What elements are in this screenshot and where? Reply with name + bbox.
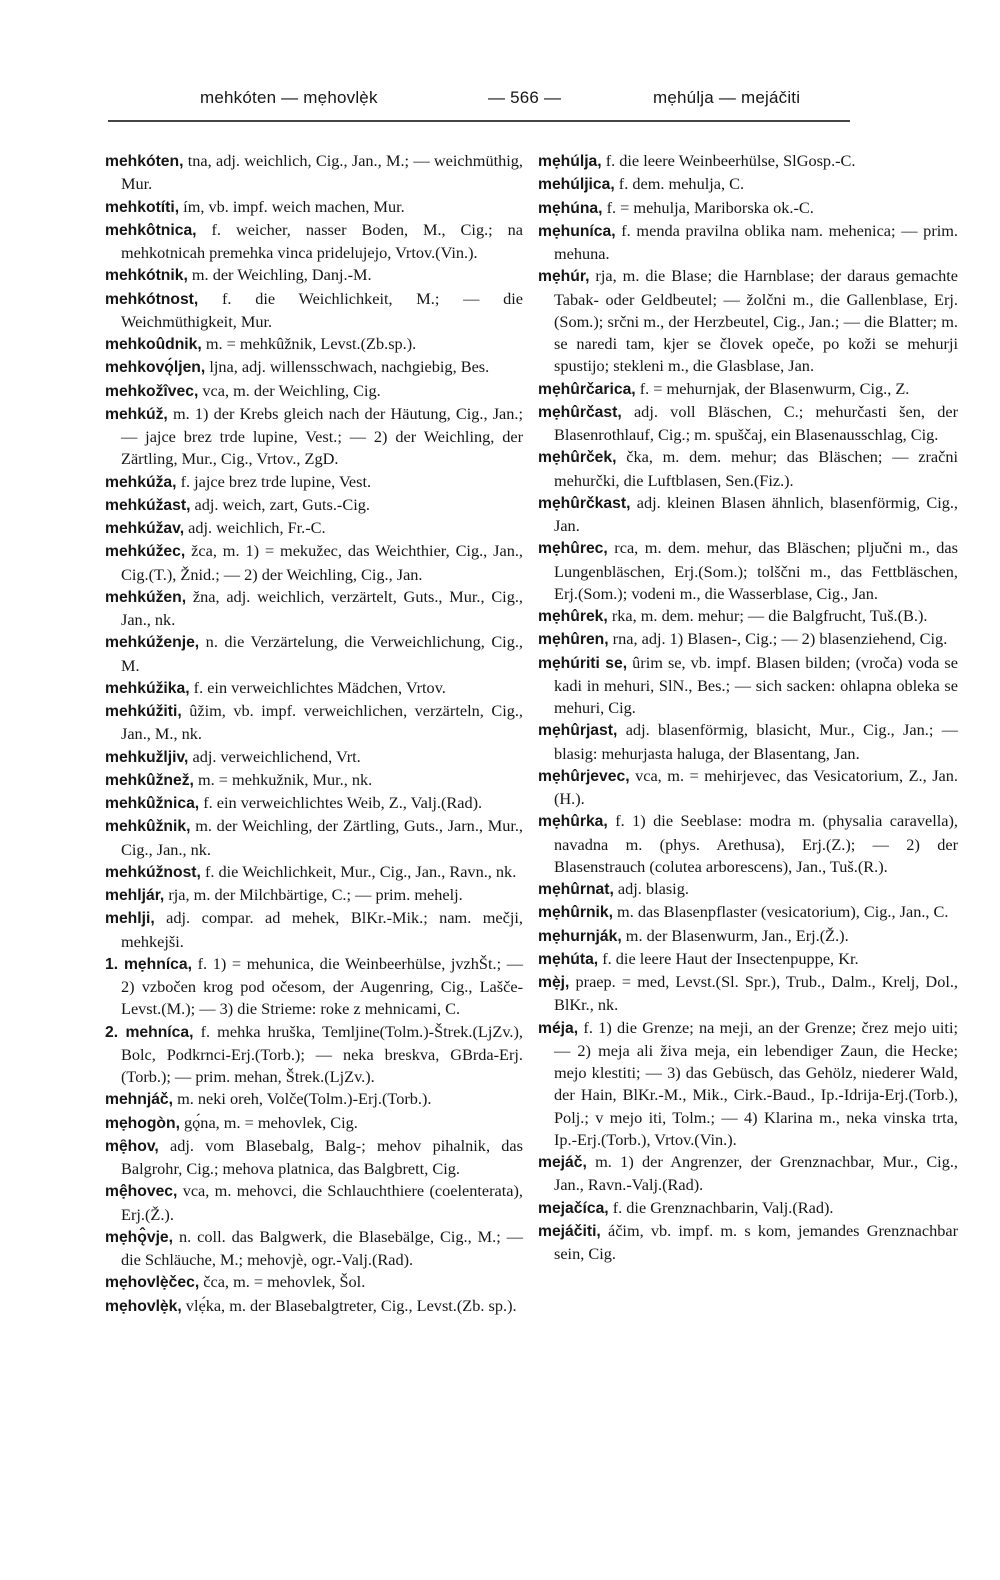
dictionary-entry bbox=[105, 1021, 523, 1089]
entry-headword: mehkûžnica, bbox=[105, 795, 200, 812]
dictionary-entry bbox=[538, 652, 958, 720]
entry-definition: vlẹ́ka, m. der Blasebalgtreter, Cig., Levst.(Zb. sp.). bbox=[181, 1295, 517, 1315]
dictionary-entry bbox=[105, 1226, 523, 1272]
dictionary-entry bbox=[538, 1197, 958, 1220]
entry-headword: mẹhúna, bbox=[538, 199, 603, 217]
entry-definition: adj. voll Bläschen, C.; mehurčasti šen, der Blasenrothlauf, Cig.; m. spuščaj, ein Blasenausschlag, Cig. bbox=[554, 401, 958, 444]
header-left-guide-words: mehkóten — mẹhovlẹ̀k bbox=[200, 88, 378, 107]
entry-definition: f. ein verweichlichtes Mädchen, Vrtov. bbox=[189, 677, 446, 697]
dictionary-entry bbox=[105, 517, 523, 540]
entry-headword: mehkužljiv, bbox=[105, 748, 189, 766]
entry-headword: mẹhúlja, bbox=[538, 153, 602, 170]
entry-definition: f. jajce brez trde lupine, Vest. bbox=[176, 471, 372, 491]
entry-headword: mehkúžika, bbox=[105, 679, 190, 697]
dictionary-entry bbox=[105, 540, 523, 586]
entry-headword: mehnjáč, bbox=[105, 1091, 174, 1109]
entry-headword: mehkotíti, bbox=[105, 198, 180, 216]
entry-definition: ûrim se, vb. impf. Blasen bilden; (vroča) voda se kadi in mehuri, SlN., Bes.; — sich sacken: ohlapna obleka se mehuri, Cig. bbox=[554, 652, 958, 717]
dictionary-entry bbox=[538, 197, 958, 220]
dictionary-entry bbox=[538, 810, 958, 878]
entry-definition: f. = mehurnjak, der Blasenwurm, Cig., Z. bbox=[635, 378, 910, 398]
entry-definition: rja, m. die Blase; die Harnblase; der daraus gemachte Tabak- oder Geldbeutel; — žolčni m., die Gallenblase, Erj.(Som.); srčni m., der Herzbeutel, Cig., Jan.; — die Blatter; m. se naredi tam, kjer se človek opeče, po koži se mehurji spustijo; stekleni m., die Glasblase, Jan. bbox=[554, 266, 958, 376]
entry-definition: m. 1) der Angrenzer, der Grenznachbar, Mur., Cig., Jan., Ravn.-Valj.(Rad). bbox=[554, 1152, 958, 1195]
dictionary-entry bbox=[105, 586, 523, 632]
dictionary-entry bbox=[105, 150, 523, 196]
dictionary-entry bbox=[538, 605, 958, 628]
entry-definition: vca, m. mehovci, die Schlauchthiere (coelenterata), Erj.(Ž.). bbox=[121, 1181, 523, 1224]
entry-headword: mehkúžav, bbox=[105, 520, 185, 537]
entry-headword: mẹhogòn, bbox=[105, 1114, 180, 1132]
entry-definition: f. 1) die Seeblase: modra m. (physalia caravella), navadna m. (phys. Arethusa), Erj.(Z.); — 2) der Blasenstrauch (colutea arborescens), Jan., Tuš.(R.). bbox=[554, 811, 958, 876]
entry-headword: mehkúžast, bbox=[105, 496, 191, 514]
entry-headword: mẹhûrnat, bbox=[538, 881, 614, 898]
dictionary-entry bbox=[538, 1220, 958, 1266]
entry-definition: ljna, adj. willensschwach, nachgiebig, Bes. bbox=[205, 357, 490, 377]
entry-headword: mẹhǫ̂vje, bbox=[105, 1228, 174, 1246]
entry-definition: ím, vb. impf. weich machen, Mur. bbox=[179, 196, 405, 216]
dictionary-entry bbox=[538, 628, 958, 651]
entry-definition: vca, m. der Weichling, Cig. bbox=[198, 380, 381, 400]
dictionary-entry bbox=[105, 1112, 523, 1135]
entry-headword: mehkovǫ́ljen, bbox=[105, 359, 206, 377]
page-number: — 566 — bbox=[488, 88, 562, 107]
entry-definition: f. die Grenznachbarin, Valj.(Rad). bbox=[608, 1197, 834, 1217]
left-column bbox=[105, 150, 523, 1318]
dictionary-entry bbox=[105, 288, 523, 334]
entry-headword: mehkúž, bbox=[105, 405, 168, 423]
entry-definition: adj. kleinen Blasen ähnlich, blasenförmig, Cig., Jan. bbox=[554, 492, 958, 535]
dictionary-entry bbox=[105, 1180, 523, 1226]
dictionary-entry bbox=[105, 861, 523, 884]
entry-headword: mẹhúta, bbox=[538, 950, 599, 968]
entry-definition: rja, m. der Milchbärtige, C.; — prim. mehelj. bbox=[164, 885, 463, 904]
entry-headword: mệhovec, bbox=[105, 1183, 178, 1201]
entry-headword: mejáčiti, bbox=[538, 1222, 601, 1240]
header-right-guide-words: mẹhúlja — mejáčiti bbox=[653, 88, 801, 107]
entry-headword: 2. mehníca, bbox=[105, 1023, 194, 1041]
entry-headword: mẹhûrčarica, bbox=[538, 380, 636, 398]
dictionary-entry bbox=[105, 494, 523, 517]
entry-headword: mehkúžiti, bbox=[105, 703, 182, 720]
entry-definition: adj. blasig. bbox=[613, 879, 689, 898]
entry-headword: mẹhovlẹ̀k, bbox=[105, 1297, 182, 1315]
dictionary-entry bbox=[105, 1271, 523, 1294]
entry-definition: m. neki oreh, Volče(Tolm.)-Erj.(Torb.). bbox=[173, 1089, 432, 1109]
entry-headword: mẹhûrjast, bbox=[538, 722, 618, 740]
right-column bbox=[538, 150, 958, 1265]
entry-definition: m. der Blasenwurm, Jan., Erj.(Ž.). bbox=[621, 925, 849, 945]
dictionary-entry bbox=[105, 1088, 523, 1111]
entry-definition: n. coll. das Balgwerk, die Blasebälge, Cig., M.; — die Schläuche, M.; mehovjè, ogr.-Valj.(Rad). bbox=[121, 1226, 523, 1269]
dictionary-entry bbox=[538, 401, 958, 447]
dictionary-entry bbox=[538, 173, 958, 196]
entry-definition: čca, m. = mehovlek, Šol. bbox=[199, 1272, 366, 1292]
dictionary-entry bbox=[538, 901, 958, 924]
dictionary-entry bbox=[105, 953, 523, 1021]
entry-headword: mẹhûrka, bbox=[538, 813, 608, 831]
dictionary-entry bbox=[105, 1295, 523, 1318]
dictionary-entry bbox=[538, 537, 958, 605]
entry-headword: mehkúžen, bbox=[105, 588, 187, 606]
entry-definition: adj. verweichlichend, Vrt. bbox=[188, 746, 361, 766]
entry-definition: f. mehka hruška, Temljine(Tolm.)-Štrek.(LjZv.), Bolc, Podkrnci-Erj.(Torb.); — neka breskva, GBrda-Erj.(Torb.); — prim. mehan, Štrek.(LjZv.). bbox=[121, 1021, 523, 1086]
entry-definition: n. die Verzärtelung, die Verweichlichung, Cig., M. bbox=[121, 632, 523, 675]
dictionary-entry bbox=[105, 264, 523, 287]
entry-definition: f. = mehulja, Mariborska ok.-C. bbox=[602, 197, 814, 217]
entry-definition: žca, m. 1) = mekužec, das Weichthier, Cig., Jan., Cig.(T.), Žnid.; — 2) der Weichling, Cig., Jan. bbox=[121, 541, 523, 584]
dictionary-entry bbox=[538, 948, 958, 971]
dictionary-entry bbox=[538, 925, 958, 948]
entry-definition: f. die leere Weinbeerhülse, SlGosp.-C. bbox=[601, 151, 856, 170]
entry-headword: mejáč, bbox=[538, 1154, 587, 1171]
entry-headword: mehkúžnost, bbox=[105, 863, 201, 881]
entry-headword: mehkožîvec, bbox=[105, 382, 199, 400]
entry-definition: m. der Weichling, Danj.-M. bbox=[187, 265, 372, 285]
entry-definition: adj. weich, zart, Guts.-Cig. bbox=[190, 494, 370, 514]
entry-headword: mẹ̀j, bbox=[538, 974, 570, 991]
entry-definition: m. der Weichling, der Zärtling, Guts., Jarn., Mur., Cig., Jan., nk. bbox=[121, 816, 523, 859]
dictionary-entry bbox=[105, 792, 523, 815]
entry-headword: mẹhûrek, bbox=[538, 608, 608, 625]
dictionary-entry bbox=[105, 815, 523, 861]
entry-headword: mehkóten, bbox=[105, 153, 184, 170]
dictionary-entry bbox=[538, 878, 958, 901]
dictionary-entry bbox=[538, 150, 958, 173]
dictionary-entry bbox=[105, 333, 523, 356]
dictionary-entry bbox=[105, 769, 523, 792]
entry-headword: mehkúžec, bbox=[105, 543, 186, 561]
dictionary-entry bbox=[105, 884, 523, 907]
entry-headword: mehkúženje, bbox=[105, 634, 200, 652]
entry-headword: mehljár, bbox=[105, 887, 165, 904]
dictionary-entry bbox=[105, 631, 523, 677]
entry-headword: mehkótnik, bbox=[105, 267, 188, 285]
entry-definition: f. 1) = mehunica, die Weinbeerhülse, jvzhŠt.; — 2) vzbočen krog pod očesom, der Augenring, Cig., Lašče-Levst.(M.); — 3) die Strieme: roke z mehnicami, C. bbox=[121, 953, 523, 1019]
entry-definition: adj. blasenförmig, blasicht, Mur., Cig., Jan.; — blasig: mehurjasta haluga, der Blasentang, Jan. bbox=[554, 720, 958, 763]
entry-definition: f. weicher, nasser Boden, M., Cig.; na mehkotnicah premehka vinca pridelujejo, Vrtov.(Vin.). bbox=[121, 219, 523, 262]
dictionary-entry bbox=[105, 907, 523, 953]
entry-headword: mehkûžnik, bbox=[105, 818, 191, 836]
dictionary-entry bbox=[105, 356, 523, 379]
entry-headword: mehlji, bbox=[105, 910, 155, 928]
entry-definition: vca, m. = mehirjevec, das Vesicatorium, Z., Jan.(H.). bbox=[554, 765, 958, 808]
entry-headword: mejačíca, bbox=[538, 1199, 609, 1217]
entry-definition: adj. vom Blasebalg, Balg-; mehov pihalnik, das Balgrohr, Cig.; mehova platnica, das Balgbrett, Cig. bbox=[121, 1135, 523, 1178]
dictionary-entry bbox=[538, 265, 958, 377]
entry-definition: f. ein verweichlichtes Weib, Z., Valj.(Rad). bbox=[199, 793, 483, 812]
entry-definition: rca, m. dem. mehur, das Bläschen; pljučni m., das Lungenbläschen, Erj.(Som.); tolščni m., das Fettbläschen, Erj.(Som.); vodeni m., die Wasserblase, Cig., Jan. bbox=[554, 538, 958, 603]
entry-headword: mẹhûrček, bbox=[538, 449, 617, 467]
entry-definition: f. die Weichlichkeit, Mur., Cig., Jan., Ravn., nk. bbox=[200, 861, 517, 881]
entry-headword: méja, bbox=[538, 1019, 579, 1037]
dictionary-entry bbox=[538, 719, 958, 765]
dictionary-entry bbox=[538, 1017, 958, 1152]
entry-headword: mehkúža, bbox=[105, 473, 177, 491]
dictionary-entry bbox=[538, 492, 958, 538]
entry-headword: mẹhuníca, bbox=[538, 222, 616, 240]
entry-definition: adj. weichlich, Fr.-C. bbox=[184, 518, 326, 537]
dictionary-entry bbox=[538, 1151, 958, 1197]
entry-definition: čka, m. dem. mehur; das Bläschen; — zračni mehurčki, die Luftblasen, Sen.(Fiz.). bbox=[554, 447, 958, 490]
dictionary-entry bbox=[105, 196, 523, 219]
dictionary-entry bbox=[105, 403, 523, 471]
entry-headword: mehkûžnež, bbox=[105, 771, 194, 789]
entry-headword: mẹhûrčast, bbox=[538, 403, 622, 421]
entry-headword: mehkôtnica, bbox=[105, 221, 197, 239]
entry-definition: rka, m. dem. mehur; — die Balgfrucht, Tuš.(B.). bbox=[607, 606, 928, 625]
entry-headword: mẹhûrec, bbox=[538, 540, 608, 558]
entry-definition: f. die leere Haut der Insectenpuppe, Kr. bbox=[598, 948, 859, 968]
dictionary-entry bbox=[538, 220, 958, 266]
dictionary-entry bbox=[538, 765, 958, 811]
entry-headword: 1. mẹhníca, bbox=[105, 955, 192, 973]
entry-definition: f. 1) die Grenze; na meji, an der Grenze; črez mejo uiti; — 2) meja ali živa meja, ein lebendiger Zaun, die Hecke; mejo klestiti; — 3) das Gebüsch, das Gehölz, niederer Wald, der Hain, BlKr.-M., Mik., Cirk.-Baud., Ip.-Idrija-Erj.(Torb.), Polj.; v mejo iti, Tolm.; — 4) Klarina m., neka vinska trta, Ip.-Erj.(Torb.), Vrtov.(Vin.). bbox=[554, 1017, 958, 1149]
running-header bbox=[108, 82, 858, 112]
dictionary-entry bbox=[538, 378, 958, 401]
dictionary-entry bbox=[105, 1135, 523, 1181]
dictionary-entry bbox=[538, 446, 958, 492]
entry-headword: mẹ̑hov, bbox=[105, 1137, 159, 1155]
entry-headword: mẹhúriti se, bbox=[538, 654, 628, 672]
entry-definition: m. das Blasenpflaster (vesicatorium), Cig., Jan., C. bbox=[612, 902, 949, 922]
entry-definition: f. die Weichlichkeit, M.; — die Weichmüthigkeit, Mur. bbox=[121, 288, 523, 331]
entry-definition: m. = mehkužnik, Mur., nk. bbox=[193, 769, 373, 789]
entry-definition: rna, adj. 1) Blasen-, Cig.; — 2) blasenziehend, Cig. bbox=[608, 629, 948, 649]
entry-definition: f. dem. mehulja, C. bbox=[614, 174, 745, 194]
entry-definition: m. 1) der Krebs gleich nach der Häutung, Cig., Jan.; — jajce brez trde lupine, Vest.; — 2) der Weichling, der Zärtling, Mur., Cig., Vrtov., ZgD. bbox=[121, 403, 523, 469]
dictionary-entry bbox=[105, 700, 523, 746]
entry-definition: gǫ́na, m. = mehovlek, Cig. bbox=[179, 1112, 358, 1132]
dictionary-entry bbox=[105, 677, 523, 700]
entry-headword: mẹhúr, bbox=[538, 268, 590, 286]
dictionary-entry bbox=[105, 746, 523, 769]
header-rule bbox=[108, 120, 850, 122]
entry-headword: mẹhûrnik, bbox=[538, 904, 613, 922]
entry-definition: adj. compar. ad mehek, BlKr.-Mik.; nam. mečji, mehkejši. bbox=[121, 908, 523, 951]
entry-headword: mẹhûrjevec, bbox=[538, 767, 630, 785]
dictionary-entry bbox=[538, 971, 958, 1017]
entry-headword: mehúljica, bbox=[538, 176, 615, 194]
entry-definition: tna, adj. weichlich, Cig., Jan., M.; — weichmüthig, Mur. bbox=[121, 151, 523, 194]
entry-headword: mehkoûdnik, bbox=[105, 336, 202, 353]
entry-definition: ûžim, vb. impf. verweichlichen, verzärteln, Cig., Jan., M., nk. bbox=[121, 701, 523, 744]
entry-headword: mehkótnost, bbox=[105, 290, 199, 308]
entry-definition: m. = mehkûžnik, Levst.(Zb.sp.). bbox=[201, 334, 417, 353]
entry-headword: mẹhovlẹ̀čec, bbox=[105, 1274, 200, 1292]
entry-definition: žna, adj. weichlich, verzärtelt, Guts., Mur., Cig., Jan., nk. bbox=[121, 586, 523, 629]
dictionary-entry bbox=[105, 380, 523, 403]
entry-headword: mẹhurnják, bbox=[538, 927, 622, 945]
entry-headword: mẹhûren, bbox=[538, 631, 609, 649]
dictionary-entry bbox=[105, 219, 523, 265]
entry-definition: f. menda pravilna oblika nam. mehenica; — prim. mehuna. bbox=[554, 220, 958, 263]
dictionary-entry bbox=[105, 471, 523, 494]
entry-definition: áčim, vb. impf. m. s kom, jemandes Grenznachbar sein, Cig. bbox=[554, 1220, 958, 1263]
entry-definition: praep. = med, Levst.(Sl. Spr.), Trub., Dalm., Krelj, Dol., BlKr., nk. bbox=[554, 972, 958, 1015]
entry-headword: mẹhûrčkast, bbox=[538, 494, 631, 512]
